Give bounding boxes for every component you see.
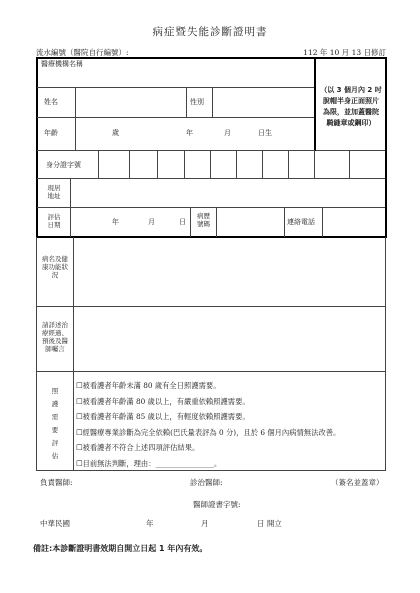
treatment-label: 請詳述治 療經過、 預後及醫 師囑言 bbox=[42, 321, 68, 353]
care-option-checkbox[interactable]: ☐被看護者年齡滿 85 歲以上，有輕度依賴照護需要。 bbox=[76, 412, 250, 422]
care-option-checkbox[interactable]: ☐被看護者年齡滿 80 歲以上，有嚴重依賴照護需要。 bbox=[76, 396, 250, 406]
row-line bbox=[37, 117, 315, 118]
name-label: 姓名 bbox=[44, 98, 58, 106]
address-label: 現居 地址 bbox=[47, 184, 61, 200]
birth-month: 月 bbox=[224, 129, 231, 137]
row-line bbox=[37, 207, 385, 208]
eval-day: 日 bbox=[179, 218, 186, 226]
row-line bbox=[37, 150, 385, 151]
row-line bbox=[37, 178, 385, 179]
age-unit: 歲 bbox=[112, 129, 119, 137]
col-line bbox=[75, 117, 76, 150]
birth-year: 年 bbox=[186, 129, 193, 137]
revision-date: 112 年 10 月 13 日修訂 bbox=[303, 48, 386, 57]
issue-month: 月 bbox=[201, 519, 209, 528]
border-top bbox=[36, 57, 387, 59]
eval-year: 年 bbox=[112, 218, 119, 226]
care-assessment-label: 照 護 需 要 評 估 bbox=[51, 387, 59, 460]
border-bottom-top-block bbox=[36, 236, 387, 238]
border-right bbox=[385, 57, 387, 237]
care-options bbox=[76, 381, 340, 468]
record-number-label: 病歷 號碼 bbox=[197, 212, 210, 228]
serial-label: 流水編號（醫院自行編號）: bbox=[36, 48, 129, 57]
age-label: 年齡 bbox=[44, 129, 58, 137]
id-number-label: 身分證字號 bbox=[46, 161, 81, 169]
col-line bbox=[212, 87, 213, 117]
gender-label: 性別 bbox=[190, 98, 204, 106]
issue-day: 日 開立 bbox=[257, 519, 282, 528]
care-option-checkbox[interactable]: ☐目前無法判斷，理由：________________。 bbox=[76, 458, 222, 468]
roc-label: 中華民國 bbox=[40, 519, 70, 528]
row-line bbox=[37, 87, 315, 88]
responsible-doctor-label: 負責醫師: bbox=[40, 478, 73, 487]
validity-note: 備註:本診斷證明書效期自開立日起 1 年內有效。 bbox=[33, 544, 208, 553]
seal-note: （簽名並蓋章） bbox=[331, 478, 384, 487]
eval-month: 月 bbox=[148, 218, 155, 226]
attending-doctor-label: 診治醫師: bbox=[190, 478, 223, 487]
hospital-name-label: 醫療機構名稱 bbox=[41, 60, 83, 68]
border-left bbox=[36, 57, 38, 237]
birth-day: 日生 bbox=[258, 129, 272, 137]
care-option-checkbox[interactable]: ☐經醫療專業診斷為完全依賴(巴氏量表評為 0 分)，且於 6 個月內病情無法改善。 bbox=[76, 427, 341, 437]
col-line bbox=[186, 87, 187, 117]
page-title: 病症暨失能診斷證明書 bbox=[152, 26, 268, 38]
photo-note: （以 3 個月內 2 吋 脫帽半身正面照片 為限，並加蓋醫院 騎縫章或鋼印） bbox=[320, 86, 382, 127]
certificate-number-label: 醫師證書字號: bbox=[193, 500, 241, 509]
eval-date-label: 評估 日期 bbox=[47, 213, 61, 229]
care-option-checkbox[interactable]: ☐被看護者不符合上述四項評估結果。 bbox=[76, 443, 200, 453]
care-option-checkbox[interactable]: ☐被看護者年齡未滿 80 歲有全日照護需要。 bbox=[76, 381, 221, 390]
phone-label: 連絡電話 bbox=[287, 218, 315, 226]
issue-year: 年 bbox=[146, 519, 154, 528]
diagnosis-label: 病名及健 康功能狀 況 bbox=[42, 255, 68, 279]
col-line bbox=[75, 87, 76, 117]
